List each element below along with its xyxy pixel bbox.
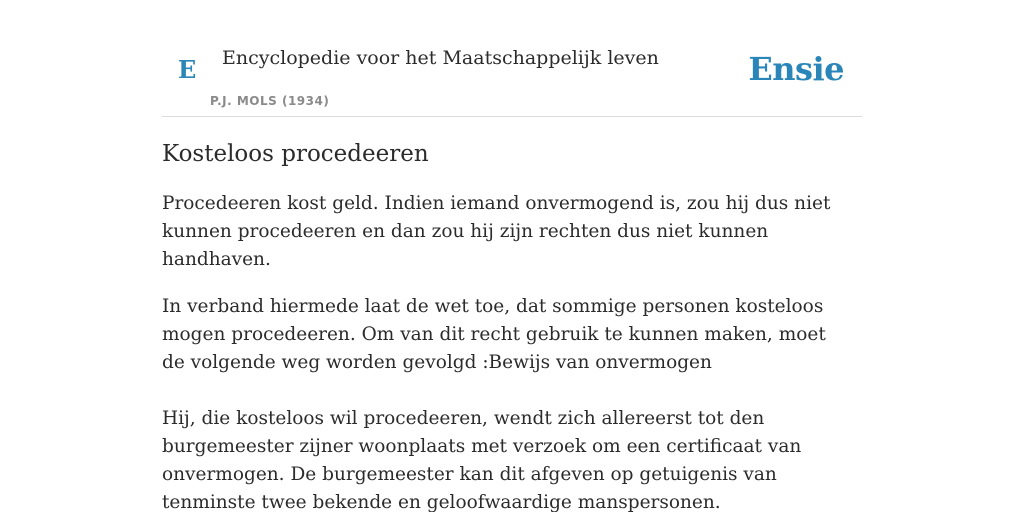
source-title[interactable]: Encyclopedie voor het Maatschappelijk leven [222,47,659,69]
article-paragraph: In verband hiermede laat de wet toe, dat sommige personen kosteloos mogen procedeeren. Om van dit recht gebruik te kunnen maken, moet de volgende weg worden gevolgd :Bewijs van onvermogen [162,296,826,373]
site-header [162,0,862,117]
article-paragraph: Hij, die kosteloos wil procedeeren, wendt zich allereerst tot den burgemeester zijner woonplaats met verzoek om een certificaat van onvermogen. De burgemeester kan dit afgeven op getuigenis van tenminste twee bekende en geloofwaardige manspersonen. [162,408,802,512]
article-title: Kosteloos procedeeren [162,141,429,167]
article-content [162,138,852,512]
source-logo[interactable]: E [178,55,197,84]
article-paragraph: Procedeeren kost geld. Indien iemand onvermogend is, zou hij dus niet kunnen procedeeren en dan zou hij zijn rechten dus niet kunnen handhaven. [162,193,831,270]
source-author: P.J. MOLS (1934) [210,94,330,108]
brand-logo[interactable]: Ensie [748,50,844,88]
